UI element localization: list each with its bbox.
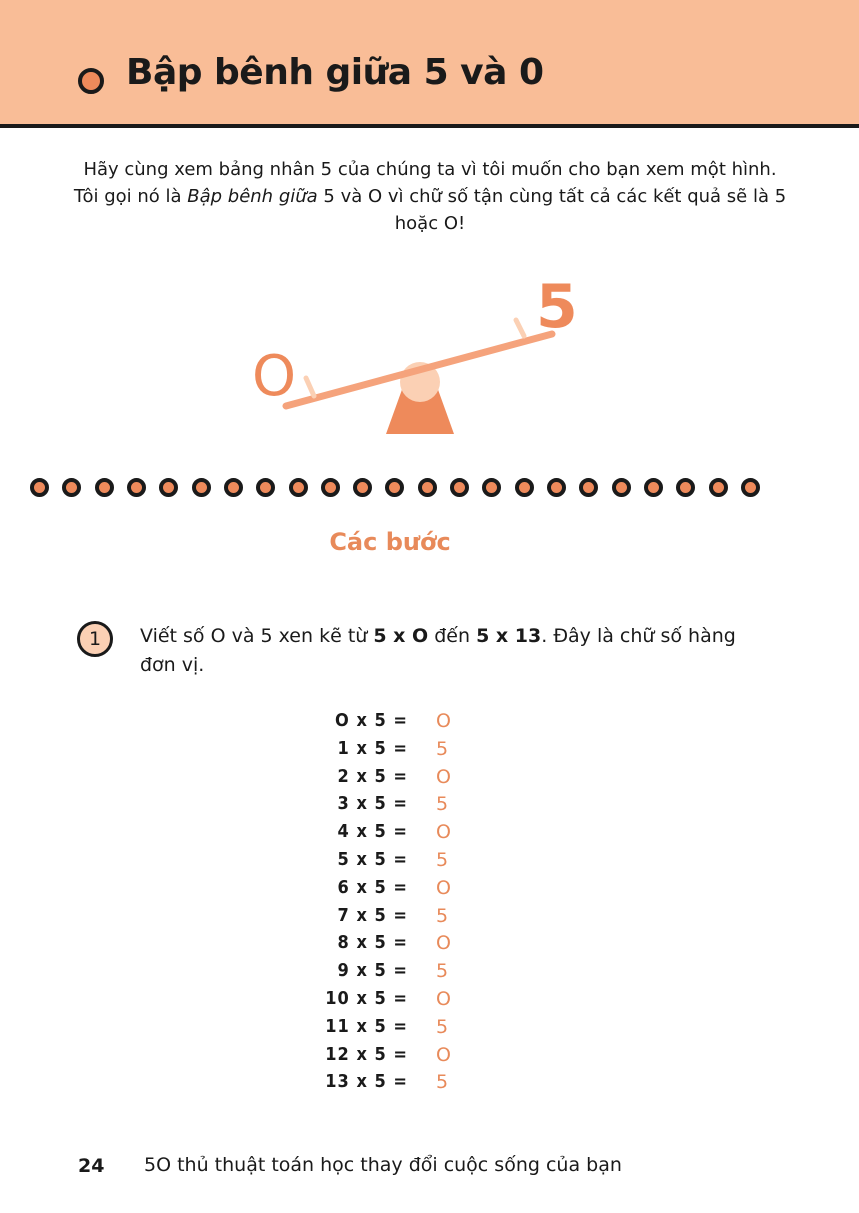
row-expression: 6 x 5 =	[337, 876, 408, 898]
divider-dot	[482, 478, 501, 497]
intro-paragraph	[70, 156, 790, 237]
divider-dot	[256, 478, 275, 497]
divider-dot	[676, 478, 695, 497]
row-expression: 2 x 5 =	[337, 765, 408, 787]
intro-italic: Bập bênh giữa	[187, 186, 318, 207]
row-expression: 4 x 5 =	[337, 821, 408, 843]
step-1-text	[140, 622, 760, 680]
divider-dot	[385, 478, 404, 497]
divider-dot	[159, 478, 178, 497]
divider-dot	[192, 478, 211, 497]
table-row	[300, 1016, 500, 1044]
row-expression: O x 5 =	[335, 710, 408, 731]
row-result: O	[436, 876, 451, 899]
page-header	[0, 0, 859, 128]
page-number: 24	[78, 1155, 105, 1177]
divider-dot	[418, 478, 437, 497]
multiplication-table	[300, 710, 500, 1099]
seesaw-left-handle	[306, 378, 314, 396]
divider-dot	[709, 478, 728, 497]
table-row	[300, 988, 500, 1016]
row-result: O	[436, 710, 451, 732]
row-result: O	[436, 765, 451, 788]
step-text-a: Viết số O và 5 xen kẽ từ	[140, 625, 374, 647]
row-result: 5	[436, 1015, 449, 1038]
divider-dot	[547, 478, 566, 497]
divider-dot	[450, 478, 469, 497]
row-expression: 11 x 5 =	[325, 1015, 408, 1037]
table-row	[300, 932, 500, 960]
row-result: 5	[436, 960, 449, 983]
table-row	[300, 905, 500, 933]
row-result: 5	[436, 904, 449, 927]
divider-dot	[353, 478, 372, 497]
divider-dot	[95, 478, 114, 497]
divider-dot	[30, 478, 49, 497]
row-expression: 13 x 5 =	[325, 1071, 408, 1093]
divider-dot	[515, 478, 534, 497]
dotted-divider	[30, 478, 760, 502]
divider-dot	[644, 478, 663, 497]
table-row	[300, 877, 500, 905]
table-row	[300, 821, 500, 849]
divider-dot	[62, 478, 81, 497]
row-result: O	[436, 987, 451, 1010]
table-row	[300, 738, 500, 766]
row-expression: 10 x 5 =	[325, 987, 408, 1009]
header-bullet-icon	[78, 68, 104, 94]
row-expression: 3 x 5 =	[337, 793, 408, 815]
divider-dot	[289, 478, 308, 497]
divider-dot	[741, 478, 760, 497]
row-result: O	[436, 821, 451, 844]
table-row	[300, 1044, 500, 1072]
divider-dot	[612, 478, 631, 497]
row-expression: 5 x 5 =	[337, 848, 408, 870]
row-expression: 12 x 5 =	[325, 1043, 408, 1065]
step-bold-b: 5 x 13	[476, 625, 542, 647]
table-row	[300, 793, 500, 821]
table-row	[300, 960, 500, 988]
step-text-c: . Đây là chữ số hàng đơn vị.	[140, 625, 736, 676]
step-text-b: đến	[428, 625, 477, 647]
row-expression: 8 x 5 =	[337, 932, 408, 954]
divider-dot	[127, 478, 146, 497]
row-expression: 7 x 5 =	[337, 904, 408, 926]
seesaw-left-digit: O	[252, 344, 297, 409]
step-number-badge: 1	[77, 621, 113, 657]
divider-dot	[224, 478, 243, 497]
row-result: 5	[436, 848, 449, 871]
row-result: O	[436, 1043, 451, 1066]
divider-dot	[321, 478, 340, 497]
page-title: Bập bênh giữa 5 và 0	[126, 52, 544, 93]
row-result: 5	[436, 1071, 449, 1094]
table-row	[300, 849, 500, 877]
row-result: O	[436, 932, 451, 955]
divider-dot	[579, 478, 598, 497]
seesaw-right-handle	[516, 320, 524, 336]
step-bold-a: 5 x O	[373, 625, 429, 647]
intro-text-1: Hãy cùng xem bảng nhân 5 của chúng ta vì tôi muốn cho bạn xem một hình. Tôi gọi nó là	[73, 159, 777, 207]
row-result: 5	[436, 737, 449, 760]
row-result: 5	[436, 793, 449, 816]
book-title: 5O thủ thuật toán học thay đổi cuộc sống của bạn	[144, 1154, 622, 1176]
row-expression: 1 x 5 =	[337, 737, 408, 759]
row-expression: 9 x 5 =	[337, 960, 408, 982]
table-row	[300, 710, 500, 738]
seesaw-illustration	[240, 262, 580, 442]
seesaw-right-digit: 5	[536, 272, 578, 342]
table-row	[300, 766, 500, 794]
steps-heading: Các bước	[329, 528, 451, 556]
intro-text-2: 5 và O vì chữ số tận cùng tất cả các kết quả sẽ là 5 hoặc O!	[317, 186, 787, 234]
table-row	[300, 1071, 500, 1099]
